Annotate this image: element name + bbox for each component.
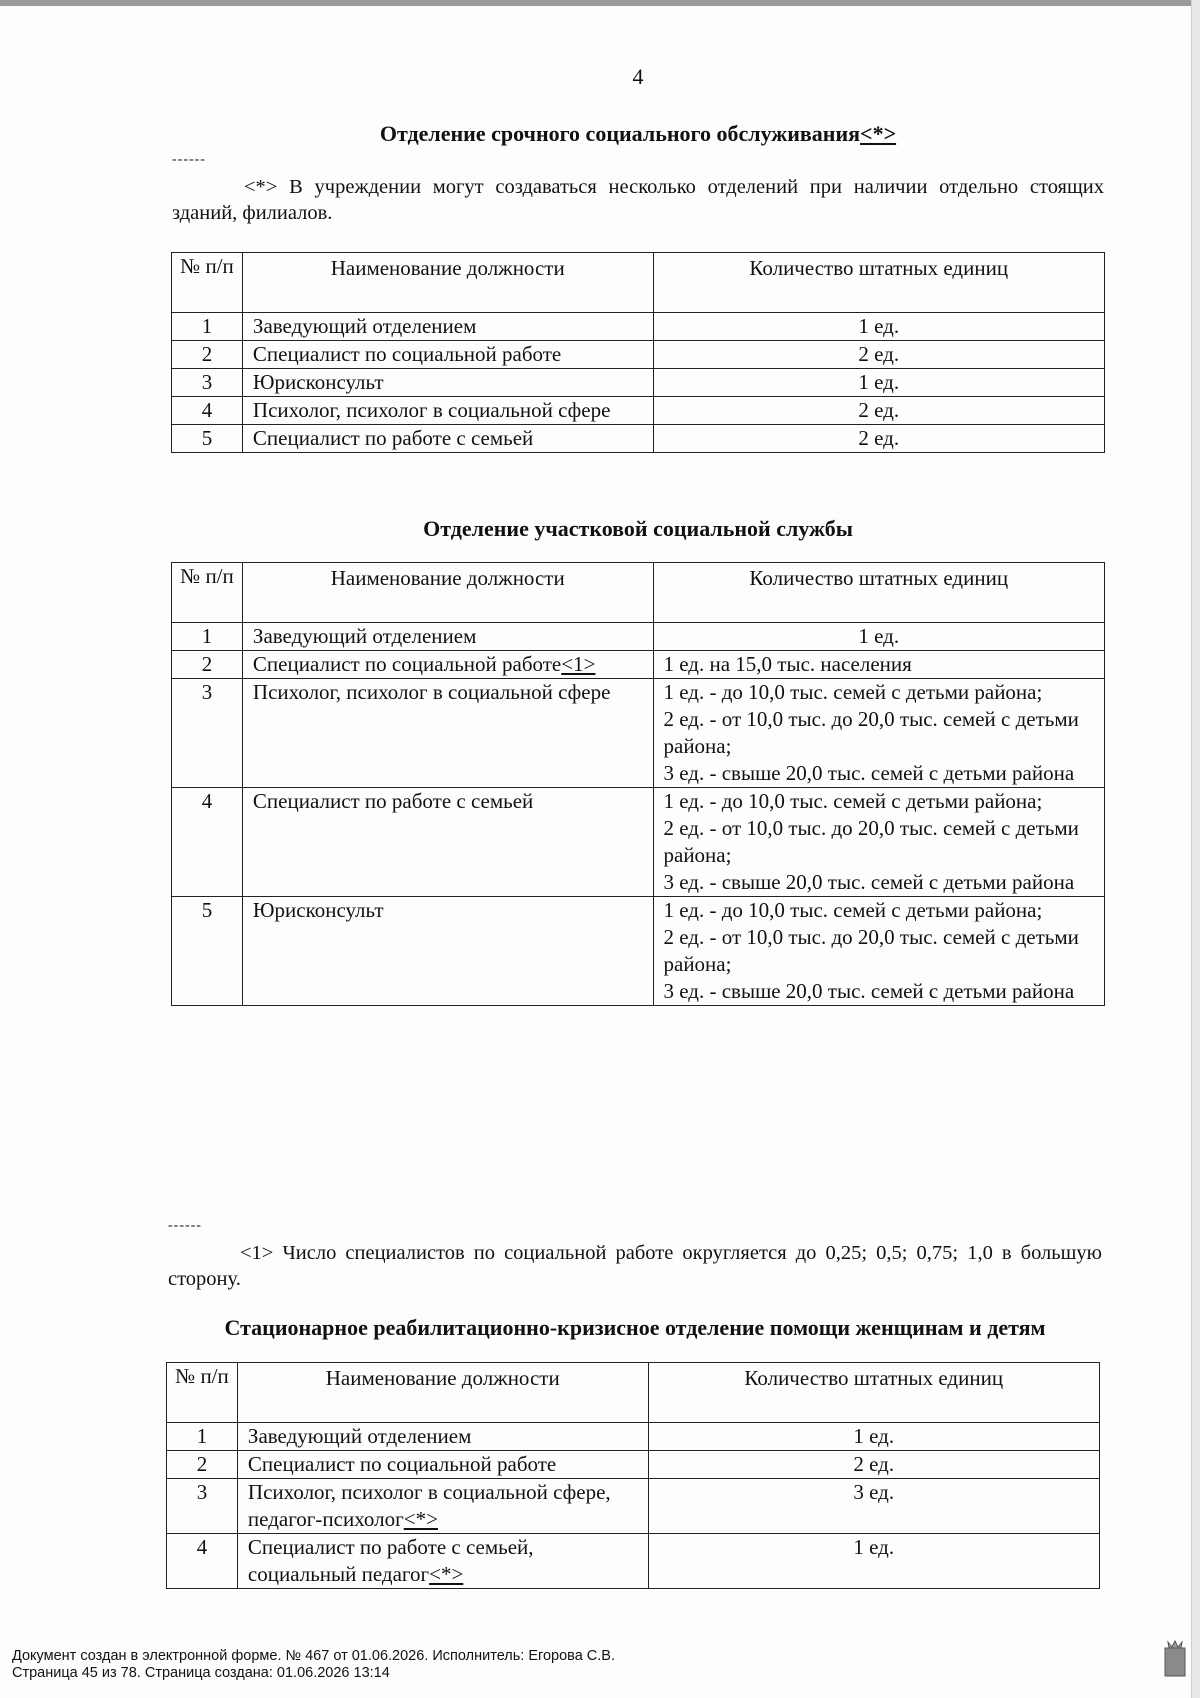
- position-name-text: Психолог, психолог в социальной сфере, педагог-психолог: [247, 1480, 611, 1531]
- footnote-reference: <*>: [403, 1507, 438, 1531]
- staff-quantity: 2 ед.: [653, 425, 1105, 453]
- table-row: [172, 679, 1105, 788]
- section1-title: Отделение срочного социального обслуживания<*>: [379, 121, 897, 146]
- staff-quantity: 3 ед.: [648, 1479, 1100, 1534]
- position-name: [237, 1479, 648, 1534]
- position-name-text: Заведующий отделением: [252, 314, 477, 338]
- row-number: 3: [172, 679, 243, 788]
- header-number: № п/п: [167, 1363, 238, 1423]
- section2-separator: ------: [168, 1218, 202, 1233]
- staff-quantity: 1 ед.: [648, 1423, 1100, 1451]
- row-number: 5: [172, 425, 243, 453]
- position-name-text: Специалист по работе с семьей: [252, 789, 534, 813]
- row-number: 2: [172, 341, 243, 369]
- footer-line-2: Страница 45 из 78. Страница создана: 01.06.2026 13:14: [12, 1665, 390, 1681]
- footnote-reference: <*>: [429, 1562, 464, 1586]
- table-header-row: [172, 563, 1105, 623]
- table-row: [172, 313, 1105, 341]
- row-number: 2: [172, 651, 243, 679]
- table-row: [172, 341, 1105, 369]
- position-name-text: Заведующий отделением: [252, 624, 477, 648]
- table-row: [172, 788, 1105, 897]
- position-name-text: Специалист по социальной работе: [252, 342, 562, 366]
- table-row: [172, 369, 1105, 397]
- section2-table: [171, 562, 1105, 1006]
- table-row: [167, 1534, 1100, 1589]
- position-name: [242, 897, 653, 1006]
- staff-quantity: 1 ед.: [648, 1534, 1100, 1589]
- section3-table: [166, 1362, 1100, 1589]
- position-name: [242, 623, 653, 651]
- section2-note: <1> Число специалистов по социальной работе округляется до 0,25; 0,5; 0,75; 1,0 в большую сторону.: [168, 1242, 1102, 1290]
- position-name: [242, 651, 653, 679]
- position-name: [237, 1534, 648, 1589]
- row-number: 4: [172, 788, 243, 897]
- position-name: [242, 397, 653, 425]
- position-name-text: Заведующий отделением: [247, 1424, 472, 1448]
- row-number: 4: [172, 397, 243, 425]
- staff-quantity: 2 ед.: [648, 1451, 1100, 1479]
- table-header-row: [167, 1363, 1100, 1423]
- header-number: № п/п: [172, 253, 243, 313]
- staff-quantity: 1 ед. - до 10,0 тыс. семей с детьми района; 2 ед. - от 10,0 тыс. до 20,0 тыс. семей с детьми района; 3 ед. - свыше 20,0 тыс. семей с детьми района: [653, 788, 1105, 897]
- table-row: [172, 623, 1105, 651]
- header-name: Наименование должности: [237, 1363, 648, 1423]
- position-name: [242, 788, 653, 897]
- scan-right-edge: [1191, 0, 1200, 1698]
- header-name: Наименование должности: [242, 253, 653, 313]
- table-row: [167, 1451, 1100, 1479]
- section1-separator: ------: [172, 152, 206, 167]
- table-row: [172, 397, 1105, 425]
- staff-quantity: 1 ед. на 15,0 тыс. населения: [653, 651, 1105, 679]
- scan-top-edge: [0, 0, 1200, 6]
- position-name: [242, 341, 653, 369]
- table-row: [172, 651, 1105, 679]
- row-number: 1: [172, 623, 243, 651]
- page-number: 4: [632, 64, 644, 89]
- table-row: [172, 897, 1105, 1006]
- position-name: [237, 1451, 648, 1479]
- position-name-text: Специалист по социальной работе: [247, 1452, 557, 1476]
- header-qty: Количество штатных единиц: [653, 253, 1105, 313]
- header-name: Наименование должности: [242, 563, 653, 623]
- staff-quantity: 1 ед.: [653, 313, 1105, 341]
- table-row: [167, 1479, 1100, 1534]
- staff-quantity: 1 ед. - до 10,0 тыс. семей с детьми района; 2 ед. - от 10,0 тыс. до 20,0 тыс. семей с детьми района; 3 ед. - свыше 20,0 тыс. семей с детьми района: [653, 679, 1105, 788]
- footer-line-1: Документ создан в электронной форме. № 467 от 01.06.2026. Исполнитель: Егорова С.В.: [12, 1648, 616, 1664]
- section1-table: [171, 252, 1105, 453]
- position-name: [242, 369, 653, 397]
- row-number: 3: [172, 369, 243, 397]
- footnote-reference: <1>: [561, 652, 596, 676]
- position-name: [242, 679, 653, 788]
- row-number: 4: [167, 1534, 238, 1589]
- position-name-text: Психолог, психолог в социальной сфере: [252, 680, 611, 704]
- row-number: 2: [167, 1451, 238, 1479]
- row-number: 5: [172, 897, 243, 1006]
- staff-quantity: 2 ед.: [653, 397, 1105, 425]
- staff-quantity: 1 ед.: [653, 369, 1105, 397]
- electronic-document-footer: [12, 1648, 615, 1682]
- position-name: [242, 425, 653, 453]
- section1-note: <*> В учреждении могут создаваться несколько отделений при наличии отдельно стоящих зданий, филиалов.: [172, 176, 1104, 224]
- header-number: № п/п: [172, 563, 243, 623]
- row-number: 1: [172, 313, 243, 341]
- position-name: [242, 313, 653, 341]
- position-name-text: Специалист по социальной работе: [252, 652, 562, 676]
- position-name-text: Юрисконсульт: [252, 370, 384, 394]
- header-qty: Количество штатных единиц: [648, 1363, 1100, 1423]
- table-header-row: [172, 253, 1105, 313]
- header-qty: Количество штатных единиц: [653, 563, 1105, 623]
- document-stamp-icon: [1162, 1638, 1188, 1678]
- position-name: [237, 1423, 648, 1451]
- section2-title: Отделение участковой социальной службы: [423, 516, 853, 541]
- staff-quantity: 1 ед. - до 10,0 тыс. семей с детьми района; 2 ед. - от 10,0 тыс. до 20,0 тыс. семей с детьми района; 3 ед. - свыше 20,0 тыс. семей с детьми района: [653, 897, 1105, 1006]
- position-name-text: Психолог, психолог в социальной сфере: [252, 398, 611, 422]
- position-name-text: Юрисконсульт: [252, 898, 384, 922]
- table-row: [172, 425, 1105, 453]
- section3-title: Стационарное реабилитационно-кризисное отделение помощи женщинам и детям: [224, 1315, 1046, 1340]
- row-number: 3: [167, 1479, 238, 1534]
- staff-quantity: 2 ед.: [653, 341, 1105, 369]
- table-row: [167, 1423, 1100, 1451]
- position-name-text: Специалист по работе с семьей: [252, 426, 534, 450]
- row-number: 1: [167, 1423, 238, 1451]
- position-name-text: Специалист по работе с семьей, социальный педагог: [247, 1535, 534, 1586]
- staff-quantity: 1 ед.: [653, 623, 1105, 651]
